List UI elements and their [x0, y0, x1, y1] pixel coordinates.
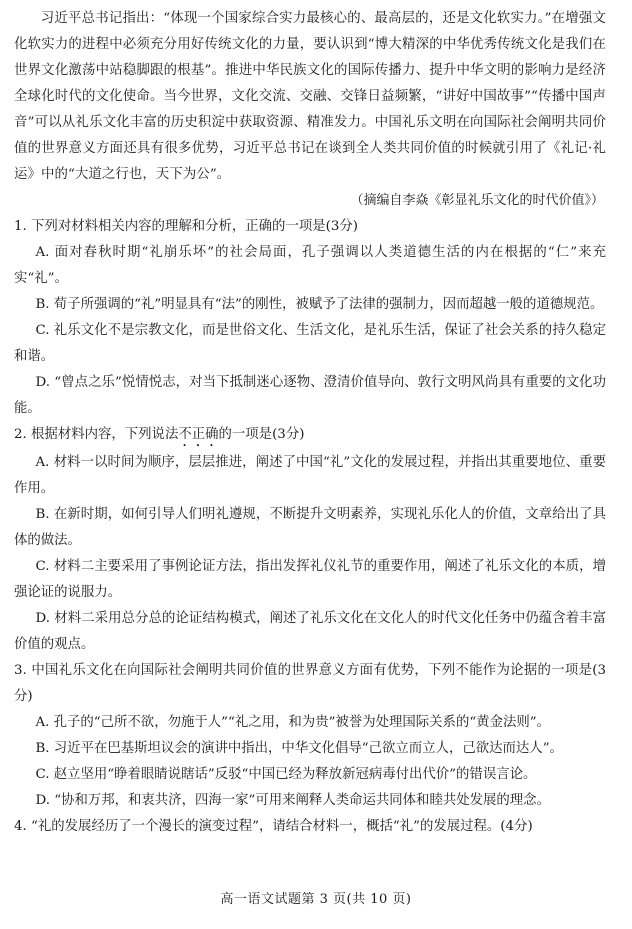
question-1-stem: 1. 下列对材料相关内容的理解和分析，正确的一项是(3分) [14, 219, 358, 234]
question-2-stem-pre: 2. 根据材料内容，下列说法 [14, 427, 179, 442]
question-3-option-d: D. “协和万邦，和衷共济，四海一家”可用来阐释人类命运共同体和睦共处发展的理念。 [35, 793, 550, 808]
question-2-stem-post: 的一项是(3分) [218, 427, 305, 442]
question-3 [14, 658, 606, 814]
question-4 [14, 814, 606, 840]
question-2-option-a: A. 材料一以时间为顺序，层层推进，阐述了中国“礼”文化的发展过程，并指出其重要地位、重要作用。 [14, 455, 606, 496]
question-1-option-a: A. 面对春秋时期“礼崩乐坏”的社会局面，孔子强调以人类道德生活的内在根据的“仁”来充实“礼”。 [14, 245, 606, 286]
question-2-stem-emphasis: 不正确 [178, 427, 219, 442]
passage-source: （摘编自李焱《彰显礼乐文化的时代价值》） [350, 193, 604, 208]
question-1-option-b: B. 荀子所强调的“礼”明显具有“法”的刚性，被赋予了法律的强制力，因而超越一般的道德规范。 [35, 297, 604, 312]
question-4-stem: 4. “礼的发展经历了一个漫长的演变过程”，请结合材料一，概括“礼”的发展过程。(4分) [14, 819, 533, 834]
question-3-option-c: C. 赵立坚用“睁着眼睛说瞎话”反驳“中国已经为释放新冠病毒付出代价”的错误言论。 [35, 767, 537, 782]
question-1 [14, 214, 606, 422]
question-1-option-c: C. 礼乐文化不是宗教文化，而是世俗文化、生活文化，是礼乐生活，保证了社会关系的持久稳定和谐。 [14, 323, 606, 364]
question-2-option-c: C. 材料二主要采用了事例论证方法，指出发挥礼仪礼节的重要作用，阐述了礼乐文化的本质，增强论证的说服力。 [14, 559, 606, 600]
question-3-option-b: B. 习近平在巴基斯坦议会的演讲中指出，中华文化倡导“己欲立而立人，己欲达而达人”。 [35, 741, 563, 756]
question-2-option-d: D. 材料二采用总分总的论证结构模式，阐述了礼乐文化在文化人的时代文化任务中仍蕴含着丰富价值的观点。 [14, 611, 606, 652]
page-footer: 高一语文试题第 3 页(共 10 页) [220, 892, 412, 907]
question-3-stem: 3. 中国礼乐文化在向国际社会阐明共同价值的世界意义方面有优势，下列不能作为论据的一项是(3分) [14, 663, 606, 704]
passage-paragraph: 习近平总书记指出：“体现一个国家综合实力最核心的、最高层的，还是文化软实力。”在增强文化软实力的进程中必须充分用好传统文化的力量，要认识到“博大精深的中华优秀传统文化是我们在世界文化激荡中站稳脚跟的根基”。推进中华民族文化的国际传播力、提升中华文明的影响力是经济全球化时代的文化使命。当今世界，文化交流、交融、交锋日益频繁，“讲好中国故事”“传播中国声音”可以从礼乐文化丰富的历史积淀中获取资源、精准发力。中国礼乐文明在向国际社会阐明共同价值的世界意义方面还具有很多优势，习近平总书记在谈到全人类共同价值的时候就引用了《礼记·礼运》中的“大道之行也，天下为公”。 [14, 11, 606, 182]
question-2-stem [14, 422, 606, 450]
question-2 [14, 422, 606, 658]
question-3-option-a: A. 孔子的“己所不欲，勿施于人”“礼之用，和为贵”被誉为处理国际关系的“黄金法则”。 [35, 715, 550, 730]
question-2-option-b: B. 在新时期，如何引导人们明礼遵规，不断提升文明素养，实现礼乐化人的价值，文章给出了具体的做法。 [14, 507, 606, 548]
question-1-option-d: D. “曾点之乐”悦情悦志，对当下抵制迷心逐物、澄清价值导向、敦行文明风尚具有重要的文化功能。 [14, 375, 606, 416]
